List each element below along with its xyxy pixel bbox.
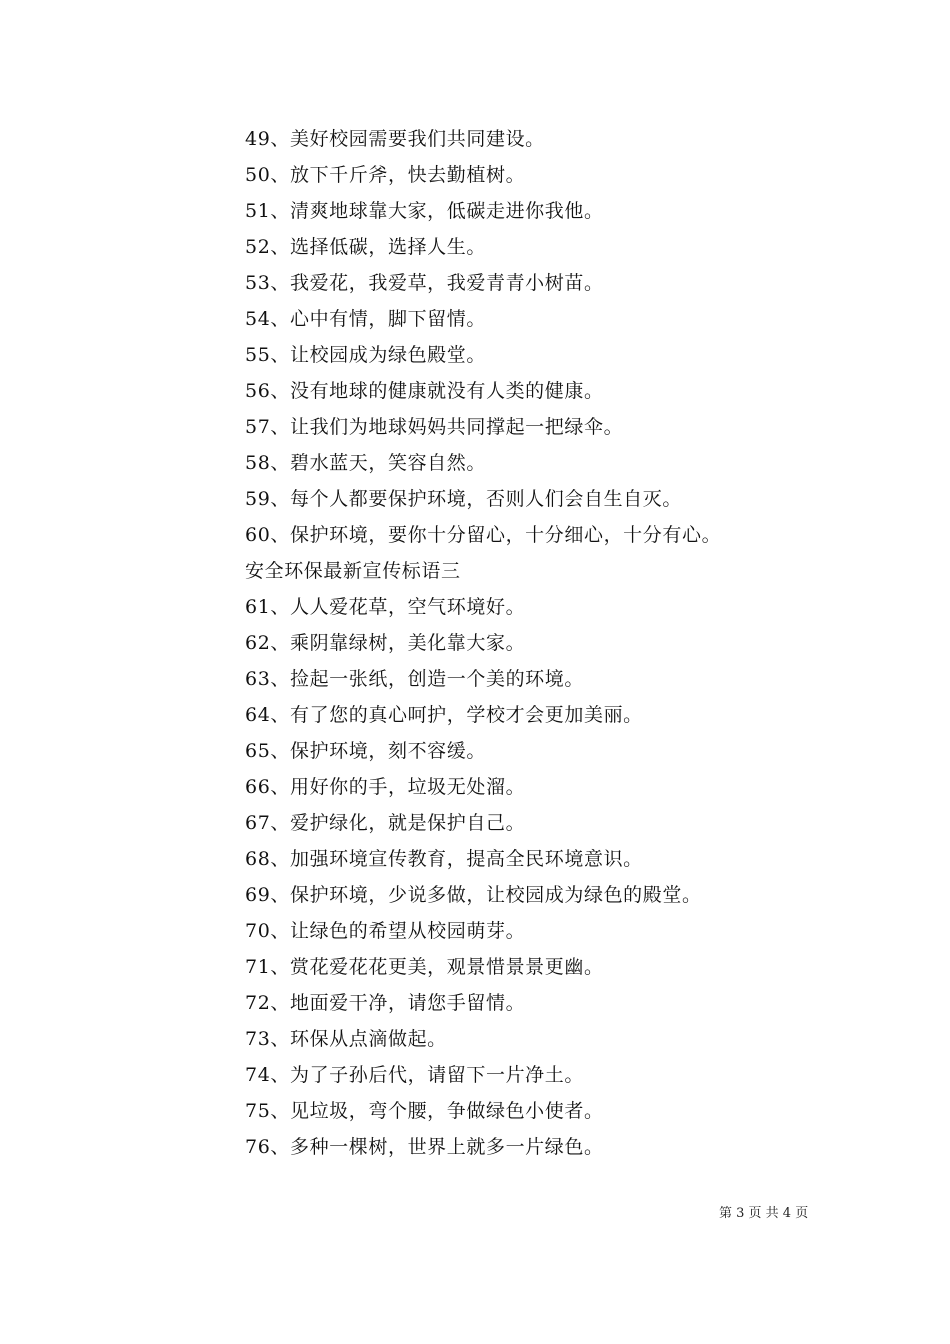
document-line: 63、捡起一张纸，创造一个美的环境。 (245, 668, 584, 690)
document-line: 64、有了您的真心呵护，学校才会更加美丽。 (245, 704, 643, 726)
document-line: 50、放下千斤斧，快去勤植树。 (245, 164, 526, 186)
slogan-list (245, 121, 885, 1165)
document-line: 61、人人爱花草，空气环境好。 (245, 596, 526, 618)
document-line: 72、地面爱干净，请您手留情。 (245, 992, 526, 1014)
document-line: 69、保护环境，少说多做，让校园成为绿色的殿堂。 (245, 884, 702, 906)
section-heading: 安全环保最新宣传标语三 (245, 560, 461, 582)
document-line: 68、加强环境宣传教育，提高全民环境意识。 (245, 848, 643, 870)
document-line: 65、保护环境，刻不容缓。 (245, 740, 486, 762)
document-line: 75、见垃圾，弯个腰，争做绿色小使者。 (245, 1100, 604, 1122)
document-line: 54、心中有情，脚下留情。 (245, 308, 486, 330)
document-line: 71、赏花爱花花更美，观景惜景景更幽。 (245, 956, 604, 978)
document-line: 56、没有地球的健康就没有人类的健康。 (245, 380, 604, 402)
document-line: 76、多种一棵树，世界上就多一片绿色。 (245, 1136, 604, 1158)
document-line: 60、保护环境，要你十分留心，十分细心，十分有心。 (245, 524, 722, 546)
document-line: 52、选择低碳，选择人生。 (245, 236, 486, 258)
document-line: 62、乘阴靠绿树，美化靠大家。 (245, 632, 526, 654)
document-line: 59、每个人都要保护环境，否则人们会自生自灭。 (245, 488, 682, 510)
document-line: 55、让校园成为绿色殿堂。 (245, 344, 486, 366)
document-line: 58、碧水蓝天，笑容自然。 (245, 452, 486, 474)
document-line: 74、为了子孙后代，请留下一片净土。 (245, 1064, 584, 1086)
page-number-footer: 第 3 页 共 4 页 (719, 1206, 809, 1221)
document-line: 66、用好你的手，垃圾无处溜。 (245, 776, 526, 798)
document-line: 67、爱护绿化，就是保护自己。 (245, 812, 526, 834)
document-line: 70、让绿色的希望从校园萌芽。 (245, 920, 526, 942)
document-line: 53、我爱花，我爱草，我爱青青小树苗。 (245, 272, 604, 294)
document-line: 57、让我们为地球妈妈共同撑起一把绿伞。 (245, 416, 624, 438)
document-line: 51、清爽地球靠大家，低碳走进你我他。 (245, 200, 604, 222)
document-line: 49、美好校园需要我们共同建设。 (245, 128, 545, 150)
document-line: 73、环保从点滴做起。 (245, 1028, 447, 1050)
